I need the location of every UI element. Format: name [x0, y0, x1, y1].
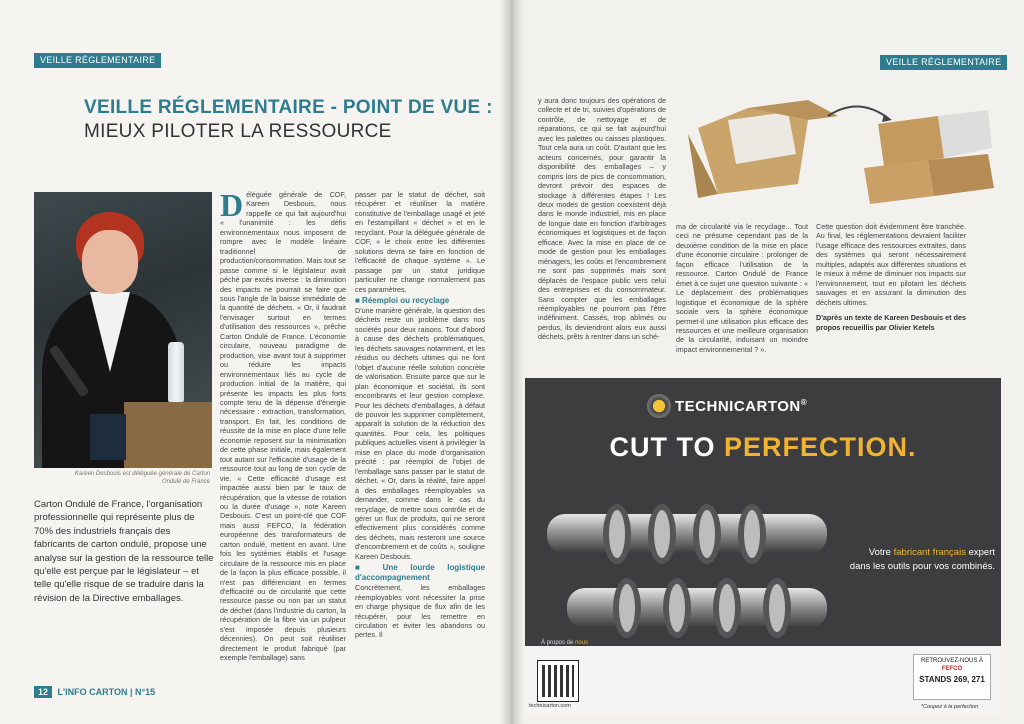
ad-footnote: *Coupez à la perfection: [921, 704, 979, 710]
cardboard-boxes-illustration: [688, 98, 1008, 206]
issue-number: N°15: [135, 687, 156, 697]
ad-tagline: [825, 546, 995, 574]
section-tag-right: VEILLE RÉGLEMENTAIRE: [880, 55, 1007, 70]
left-page: [0, 0, 508, 724]
drop-cap: D: [220, 190, 244, 223]
headline-yellow: PERFECTION.: [723, 432, 917, 462]
column-1-text: éléguée générale de COF, Kareen Desbouis, nous rappelle ce qui fait aujourd'hui « l'unanimité : les défis environnementaux nous imposent de rompre avec le modèle linéaire traditionnel de production/consommation. Mais tout se passe comme si le législateur avait péché par excès inverse : la diminution des impacts ne pourrait se faire que sous l'angle de la baisse immédiate de la quantité de déchets. « Or, il faudrait l'envisager surtout en termes d'utilisation des ressources », prêche Carton Ondulé de France. L'économie circulaire, nouveau paradigme de production, vise avant tout à supprimer ou réduire les impacts environnementaux liés au cycle de production initial de la matière, qui présente les impacts les plus forts compte tenu de la dépense d'énergie nécessaire : extraction, transformation, transport. En fait, les conditions de réussite de la mise en place d'une telle économie reposent sur la minimisation de cette phase initiale, mais également tout autant sur l'efficacité d'usage de la ressource tout au long de son cycle de vie. « Cette efficacité d'usage est impactée aussi bien par le taux de récupération, que la vitesse de rotation ou la durée d'usage », note Kareen Desbouis. C'est un point-clé que COF mais aussi FEFCO, la fédération européenne des transformateurs de carton ondulé, mettent en avant. Une fois les systèmes établis et l'usage circulaire de la ressource mis en place de la façon la plus efficace possible, il n'est pas différenciant en termes d'efficacité ou de circularité que cette ressource passe ou non par un statut de déchet (dans l'industrie du carton, la récupération de la fibre via un pulpeur s'est imposée depuis plusieurs décennies). On peut soit réutiliser directement le produit fabriqué (par exemple l'emballage) sans: [220, 190, 346, 663]
cutting-rollers-image: [537, 478, 837, 648]
tagline-line2: dans les outils pour vos combinés.: [849, 561, 995, 572]
registered-mark: ®: [800, 398, 808, 407]
page-footer: 12 L'INFO CARTON | N°15: [34, 687, 155, 697]
magazine-name: L'INFO CARTON: [57, 687, 128, 697]
subheading-reemploi: ■ Réemploi ou recyclage: [355, 295, 450, 305]
intro-paragraph: Carton Ondulé de France, l'organisation professionnelle qui représente plus de 70% des industriels français des fabricants de carton ondulé, propose une analyse sur la gestion de la ressource telle qu'elle est perçue par le législateur – et telle qu'elle risque de se traduire dans la révision de la Directive emballages.: [34, 499, 214, 604]
fefco-stand-box: [913, 654, 991, 700]
tagline-highlight: fabricant français: [893, 547, 966, 558]
column-5-text: Cette question doit évidemment être tranchée. Au final, les réglementations devraient faciliter l'usage efficace des ressources extraites, dans des systèmes qui seront nécessairement multiples, adaptés aux différentes situations et le mieux à même de diminuer nos impacts sur l'environnement, tout en pilotant les déchets sauvages et en assurant la diminution des déchets ultimes.: [816, 222, 966, 307]
ad-footer-band: [525, 646, 1001, 714]
ad-website[interactable]: technicarton.com: [529, 703, 571, 709]
column-2-para-1: passer par le statut de déchet, soit récupérer et réutiliser la matière constitutive de l'emballage usagé et jeté en l'estampillant « déchet » et en le recyclant. Pour la déléguée générale de COF, « le choix entre les différentes solutions devra se faire en fonction de l'efficacité de chaque système ». Le passage par un statut juridique particulier ne change normalement pas ces paramètres.: [355, 190, 485, 294]
stand-numbers: STANDS 269, 271: [919, 675, 985, 684]
speaker-photo: [34, 192, 212, 468]
section-tag: VEILLE RÉGLEMENTAIRE: [34, 53, 161, 68]
about-us: nous: [575, 640, 589, 646]
subheading-logistique: ■ Une lourde logistique d'accompagnement: [355, 563, 485, 583]
technicarton-advertisement: [525, 378, 1001, 714]
article-subtitle: MIEUX PILOTER LA RESSOURCE: [84, 121, 392, 142]
spine-gutter: [500, 0, 524, 724]
ad-brand-name: TECHNICARTON: [675, 398, 801, 415]
page-number: 12: [34, 686, 52, 698]
photo-caption: Kareen Desbouis est déléguée générale de Carton Ondulé de France: [74, 471, 210, 485]
column-5: [816, 222, 966, 372]
author-credit: D'après un texte de Kareen Desbouis et des propos recueillis par Olivier Ketels: [816, 313, 966, 332]
qr-code[interactable]: [537, 660, 579, 702]
stand-line-1: RETROUVEZ-NOUS À: [920, 658, 983, 664]
about-pre: À propos de: [541, 640, 576, 646]
column-2-para-3: Concrètement, les emballages réemployables vont nécessiter la prise en charge physique de flux afin de les récupérer, pour les remettre en circulation et éviter les abandons ou pertes. Il: [355, 583, 485, 640]
technicarton-logo-icon: [647, 394, 671, 418]
headline-white: CUT TO: [609, 432, 724, 462]
ad-brand: [675, 398, 807, 415]
fefco-logo: FEFCO: [941, 666, 963, 672]
tagline-post: expert: [965, 547, 995, 558]
column-3: y aura donc toujours des opérations de collecte et de tri, suivies d'opérations de contrôle, de nettoyage et de réparations, ce qui se fait aujourd'hui avec les palettes ou caisses plastiques. Tout cela aura un coût. D'autant que les acteurs concernés, pour garantir la disponibilité des emballages – y compris lors de pics de consommation, devront prévoir des espaces de stockage à différentes étapes ! Les deux modes de gestion coexistent déjà dans le monde industriel, mis en place de longue date en fonction d'arbitrages économiques et logistiques et de façon efficace. Avec la mise en place de ce mode de gestion pour les emballages ménagers, les coûts et l'encombrement ne sont pas supprimés mais sont déplacés de l'espace public vers celui des entreprises et du consommateur. Sans compter que les emballages réemployables ne pourront pas l'être indéfiniment. Cassés, trop abîmés ou perdus, ils deviendront alors eux aussi déchets, prêts à rentrer dans un sché-: [538, 96, 666, 342]
column-2: [355, 190, 485, 672]
column-2-para-2: D'une manière générale, la question des déchets reste un problème dans nos sociétés pour deux raisons. Tout d'abord à cause des déchets problématiques, les déchets sauvages notamment, et les résidus ou déchets ultimes qui ne font l'objet d'aucune réelle solution concrète de valorisation. Ensuite parce que sur le plan économique et sociétal, ils sont encombrants et leur gestion complexe. Pour les déchets d'emballages, à défaut de pouvoir les supprimer complètement, apparaît la solution de la réduction des quantités. Pour cela, les politiques publiques actuelles visent à privilégier la mise en place du mode d'organisation précité : par réemploi de l'objet de l'emballage sans passer par le statut de déchet. « Or, dans la réalité, faire appel à des emballages réemployables va demander, comme dans le cas du recyclage, de mettre sous contrôle et de gérer un flux de produits, qui ne seront effectivement plus considérés comme des déchets, mais resteront une source d'encombrement et de coûts », souligne Kareen Desbouis.: [355, 305, 485, 561]
ad-headline: [525, 432, 1001, 463]
column-1: [220, 190, 346, 672]
article-title: VEILLE RÉGLEMENTAIRE - POINT DE VUE :: [84, 97, 493, 118]
column-4: ma de circularité via le recyclage... Tout ceci ne présume cependant pas de la deuxième condition de la mise en place d'une économie circulaire : prolonger de façon efficace l'utilisation de la ressource. Carton Ondulé de France émet à ce sujet une question suivante : « Le déplacement des problématiques logistique et économique de la sphère sociale vers la sphère économique permet-il une utilisation plus efficace des ressources et une meilleure organisation de la circularité, induisant un moindre impact environnemental ? ».: [676, 222, 808, 354]
tagline-pre: Votre: [868, 547, 894, 558]
